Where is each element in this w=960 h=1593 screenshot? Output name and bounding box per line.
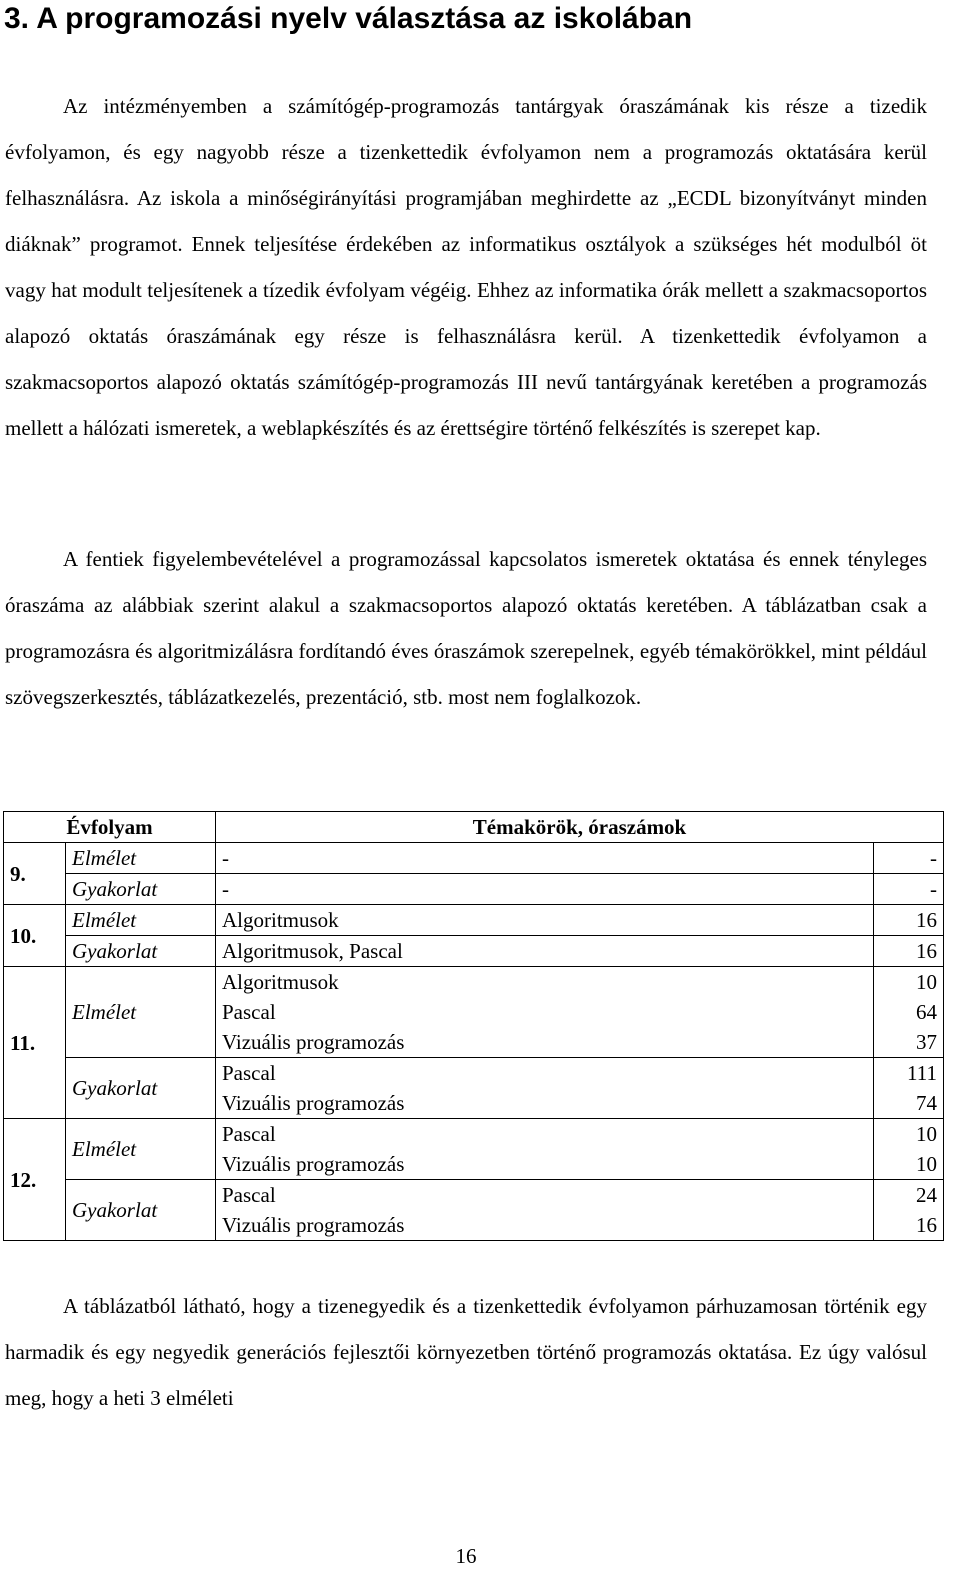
hours-value: 16 bbox=[916, 939, 937, 963]
hours-value: 10 bbox=[916, 1122, 937, 1146]
topic-text: Algoritmusok bbox=[222, 908, 339, 932]
header-year: Évfolyam bbox=[4, 812, 216, 843]
kind-cell: Gyakorlat bbox=[66, 874, 216, 905]
hours-cell bbox=[874, 967, 944, 1058]
kind-cell: Gyakorlat bbox=[66, 1058, 216, 1119]
header-topics: Témakörök, óraszámok bbox=[216, 812, 944, 843]
hours-value: - bbox=[930, 846, 937, 870]
hours-cell bbox=[874, 874, 944, 905]
hours-cell bbox=[874, 936, 944, 967]
hours-cell bbox=[874, 843, 944, 874]
year-cell: 11. bbox=[4, 967, 66, 1119]
table-row bbox=[4, 1119, 944, 1180]
table-row bbox=[4, 874, 944, 905]
hours-value: - bbox=[930, 877, 937, 901]
hours-cell bbox=[874, 905, 944, 936]
hours-value: 10 bbox=[916, 1152, 937, 1176]
topic-text: Pascal bbox=[222, 1000, 276, 1024]
topic-text: Pascal bbox=[222, 1183, 276, 1207]
year-cell: 12. bbox=[4, 1119, 66, 1241]
topics-cell bbox=[216, 967, 874, 1058]
hours-value: 16 bbox=[916, 1213, 937, 1237]
table-header-row bbox=[4, 812, 944, 843]
topic-text: Vizuális programozás bbox=[222, 1213, 405, 1237]
topic-text: Vizuális programozás bbox=[222, 1152, 405, 1176]
hours-cell bbox=[874, 1180, 944, 1241]
topics-cell bbox=[216, 1058, 874, 1119]
table-row bbox=[4, 967, 944, 1058]
topics-cell bbox=[216, 936, 874, 967]
topic-text: Vizuális programozás bbox=[222, 1091, 405, 1115]
topic-text: Pascal bbox=[222, 1122, 276, 1146]
topics-cell bbox=[216, 1119, 874, 1180]
paragraph-intro: Az intézményemben a számítógép-programozás tantárgyak óraszámának kis része a tizedik évfolyamon, és egy nagyobb része a tizenkettedik évfolyamon nem a programozás oktatására kerül felhasználásra. Az iskola a minőségirányítási programjában meghirdette az „ECDL bizonyítványt minden diáknak” programot. Ennek teljesítése érdekében az informatikus osztályok a szükséges hét modulból öt vagy hat modult teljesítenek a tízedik évfolyam végéig. Ehhez az informatika órák mellett a szakmacsoportos alapozó oktatás óraszámának egy része is felhasználásra kerül. A tizenkettedik évfolyamon a szakmacsoportos alapozó oktatás számítógép-programozás III nevű tantárgyának keretében a programozás mellett a hálózati ismeretek, a weblapkészítés és az érettségire történő felkészítés is szerepet kap. bbox=[5, 94, 927, 440]
hours-cell bbox=[874, 1058, 944, 1119]
hours-value: 24 bbox=[916, 1183, 937, 1207]
hours-value: 74 bbox=[916, 1091, 937, 1115]
table-row bbox=[4, 843, 944, 874]
table-row bbox=[4, 936, 944, 967]
kind-cell: Elmélet bbox=[66, 1119, 216, 1180]
page-number: 16 bbox=[455, 1544, 477, 1568]
hours-table bbox=[3, 811, 944, 1241]
paragraph-table-intro: A fentiek figyelembevételével a programozással kapcsolatos ismeretek oktatása és ennek tényleges óraszáma az alábbiak szerint alakul a szakmacsoportos alapozó oktatás keretében. A táblázatban csak a programozásra és algoritmizálásra fordítandó éves óraszámok szerepelnek, egyéb témakörökkel, mint például szövegszerkesztés, táblázatkezelés, prezentáció, stb. most nem foglalkozok. bbox=[5, 547, 927, 709]
topic-text: - bbox=[222, 877, 229, 901]
section-heading: 3. A programozási nyelv választása az iskolában bbox=[4, 2, 693, 35]
hours-value: 64 bbox=[916, 1000, 937, 1024]
year-cell: 9. bbox=[4, 843, 66, 905]
hours-value: 111 bbox=[907, 1061, 937, 1085]
year-cell: 10. bbox=[4, 905, 66, 967]
topics-cell bbox=[216, 874, 874, 905]
hours-value: 16 bbox=[916, 908, 937, 932]
hours-value: 37 bbox=[916, 1030, 937, 1054]
topics-cell bbox=[216, 905, 874, 936]
table-row bbox=[4, 905, 944, 936]
topics-cell bbox=[216, 843, 874, 874]
topic-text: Algoritmusok bbox=[222, 970, 339, 994]
hours-cell bbox=[874, 1119, 944, 1180]
topic-text: Algoritmusok, Pascal bbox=[222, 939, 403, 963]
topics-cell bbox=[216, 1180, 874, 1241]
table-body bbox=[4, 843, 944, 1241]
kind-cell: Elmélet bbox=[66, 905, 216, 936]
topic-text: - bbox=[222, 846, 229, 870]
kind-cell: Elmélet bbox=[66, 843, 216, 874]
table-row bbox=[4, 1180, 944, 1241]
topic-text: Vizuális programozás bbox=[222, 1030, 405, 1054]
kind-cell: Elmélet bbox=[66, 967, 216, 1058]
kind-cell: Gyakorlat bbox=[66, 936, 216, 967]
topic-text: Pascal bbox=[222, 1061, 276, 1085]
kind-cell: Gyakorlat bbox=[66, 1180, 216, 1241]
paragraph-conclusion: A táblázatból látható, hogy a tizenegyedik és a tizenkettedik évfolyamon párhuzamosan történik egy harmadik és egy negyedik generációs fejlesztői környezetben történő programozás oktatása. Ez úgy valósul meg, hogy a heti 3 elméleti bbox=[5, 1294, 927, 1410]
table-row bbox=[4, 1058, 944, 1119]
hours-value: 10 bbox=[916, 970, 937, 994]
